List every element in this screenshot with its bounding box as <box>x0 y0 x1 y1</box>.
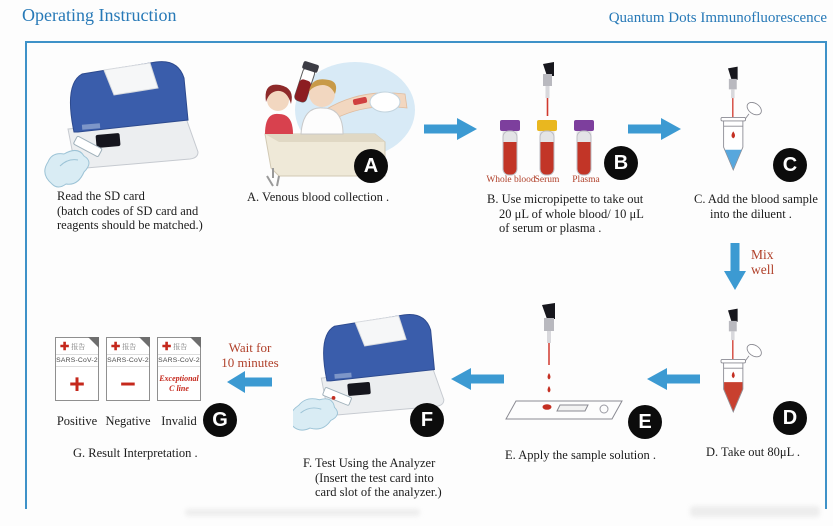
step-a-caption: A. Venous blood collection . <box>247 190 390 204</box>
step-e-caption: E. Apply the sample solution . <box>505 448 657 462</box>
caption-line: F. Test Using the Analyzer <box>303 456 436 470</box>
blood-collection-icon <box>233 58 418 190</box>
tubes-pipette-icon <box>493 62 603 177</box>
folded-corner-icon <box>88 337 99 348</box>
caption-line: card slot of the analyzer.) <box>315 485 442 499</box>
diluent-tube-icon <box>700 60 770 187</box>
arrow-right-icon <box>424 116 478 142</box>
caption-line: (Insert the test card into <box>315 470 434 485</box>
step-b-caption <box>487 192 644 236</box>
red-cross-icon: ✚ <box>60 340 70 353</box>
arrow-left-icon <box>646 366 700 392</box>
step-f-caption <box>303 456 442 500</box>
mix-well-note <box>751 247 774 277</box>
arrow-right-icon <box>628 116 682 142</box>
folded-corner-icon <box>139 337 150 348</box>
note-line: 10 minutes <box>221 354 279 370</box>
result-card-invalid <box>157 337 201 401</box>
sample-tubes-illustration <box>493 62 603 177</box>
arrow-down-icon <box>723 243 747 291</box>
caption-line: B. Use micropipette to take out <box>487 192 644 206</box>
result-labels <box>55 414 201 429</box>
step-badge-b: B <box>604 146 638 180</box>
virus-label: SARS-CoV-2 <box>107 354 149 367</box>
arrow-left-icon <box>226 369 272 395</box>
virus-label: SARS-CoV-2 <box>158 354 200 367</box>
test-card-pipette-icon <box>500 303 630 428</box>
blood-collection-illustration <box>233 58 418 190</box>
caption-line: 20 μL of whole blood/ 10 μL <box>499 206 644 221</box>
analyzer-icon <box>38 54 213 189</box>
virus-label: SARS-CoV-2 <box>56 354 98 367</box>
step-badge-a: A <box>354 149 388 183</box>
result-card-negative <box>106 337 150 401</box>
scan-artifact <box>690 506 820 517</box>
step-c-caption <box>694 192 818 221</box>
scan-artifact <box>185 509 420 516</box>
method-title: Quantum Dots Immunofluorescence <box>608 10 827 26</box>
page-title: Operating Instruction <box>22 5 177 25</box>
arrow-left-icon <box>450 366 504 392</box>
note-line: Wait for <box>228 340 272 355</box>
step-badge-c: C <box>773 148 807 182</box>
sd-step-caption <box>57 189 203 233</box>
caption-line: of serum or plasma . <box>499 221 602 235</box>
step-badge-d: D <box>773 401 807 435</box>
sample-tube-icon <box>700 302 770 429</box>
result-cards <box>55 337 201 401</box>
report-cn-label: 报告 <box>71 344 86 351</box>
result-label-invalid: Invalid <box>161 414 197 428</box>
apply-sample-illustration <box>500 303 630 428</box>
negative-symbol: − <box>120 368 136 399</box>
note-line: Mix <box>751 247 774 262</box>
analyzer-sd-card-illustration <box>38 54 213 189</box>
tube-label-whole-blood: Whole blood <box>486 175 536 185</box>
red-cross-icon: ✚ <box>162 340 172 353</box>
step-g-caption: G. Result Interpretation . <box>73 446 198 460</box>
positive-symbol: + <box>69 368 85 399</box>
caption-line: into the diluent . <box>710 206 792 221</box>
step-badge-g: G <box>203 403 237 437</box>
invalid-symbol-line: Exceptional <box>159 374 199 383</box>
step-badge-e: E <box>628 405 662 439</box>
report-cn-label: 报告 <box>122 344 137 351</box>
result-card-positive <box>55 337 99 401</box>
result-label-negative: Negative <box>105 414 151 428</box>
mixed-sample-tube-illustration <box>700 302 770 429</box>
caption-line: C. Add the blood sample <box>694 192 818 206</box>
invalid-symbol-line: C line <box>169 384 189 393</box>
note-line: well <box>751 262 775 278</box>
red-cross-icon: ✚ <box>111 340 121 353</box>
diluent-tube-illustration <box>700 60 770 187</box>
result-label-positive: Positive <box>56 414 98 428</box>
report-cn-label: 报告 <box>173 344 188 351</box>
caption-line: (batch codes of SD card and <box>57 203 199 218</box>
step-d-caption: D. Take out 80μL . <box>706 445 801 459</box>
caption-line: Read the SD card <box>57 189 145 203</box>
tube-label-serum: Serum <box>534 175 560 185</box>
caption-line: reagents should be matched.) <box>57 218 203 232</box>
tube-label-plasma: Plasma <box>572 175 600 185</box>
wait-note <box>218 341 282 370</box>
step-badge-f: F <box>410 403 444 437</box>
folded-corner-icon <box>190 337 201 348</box>
